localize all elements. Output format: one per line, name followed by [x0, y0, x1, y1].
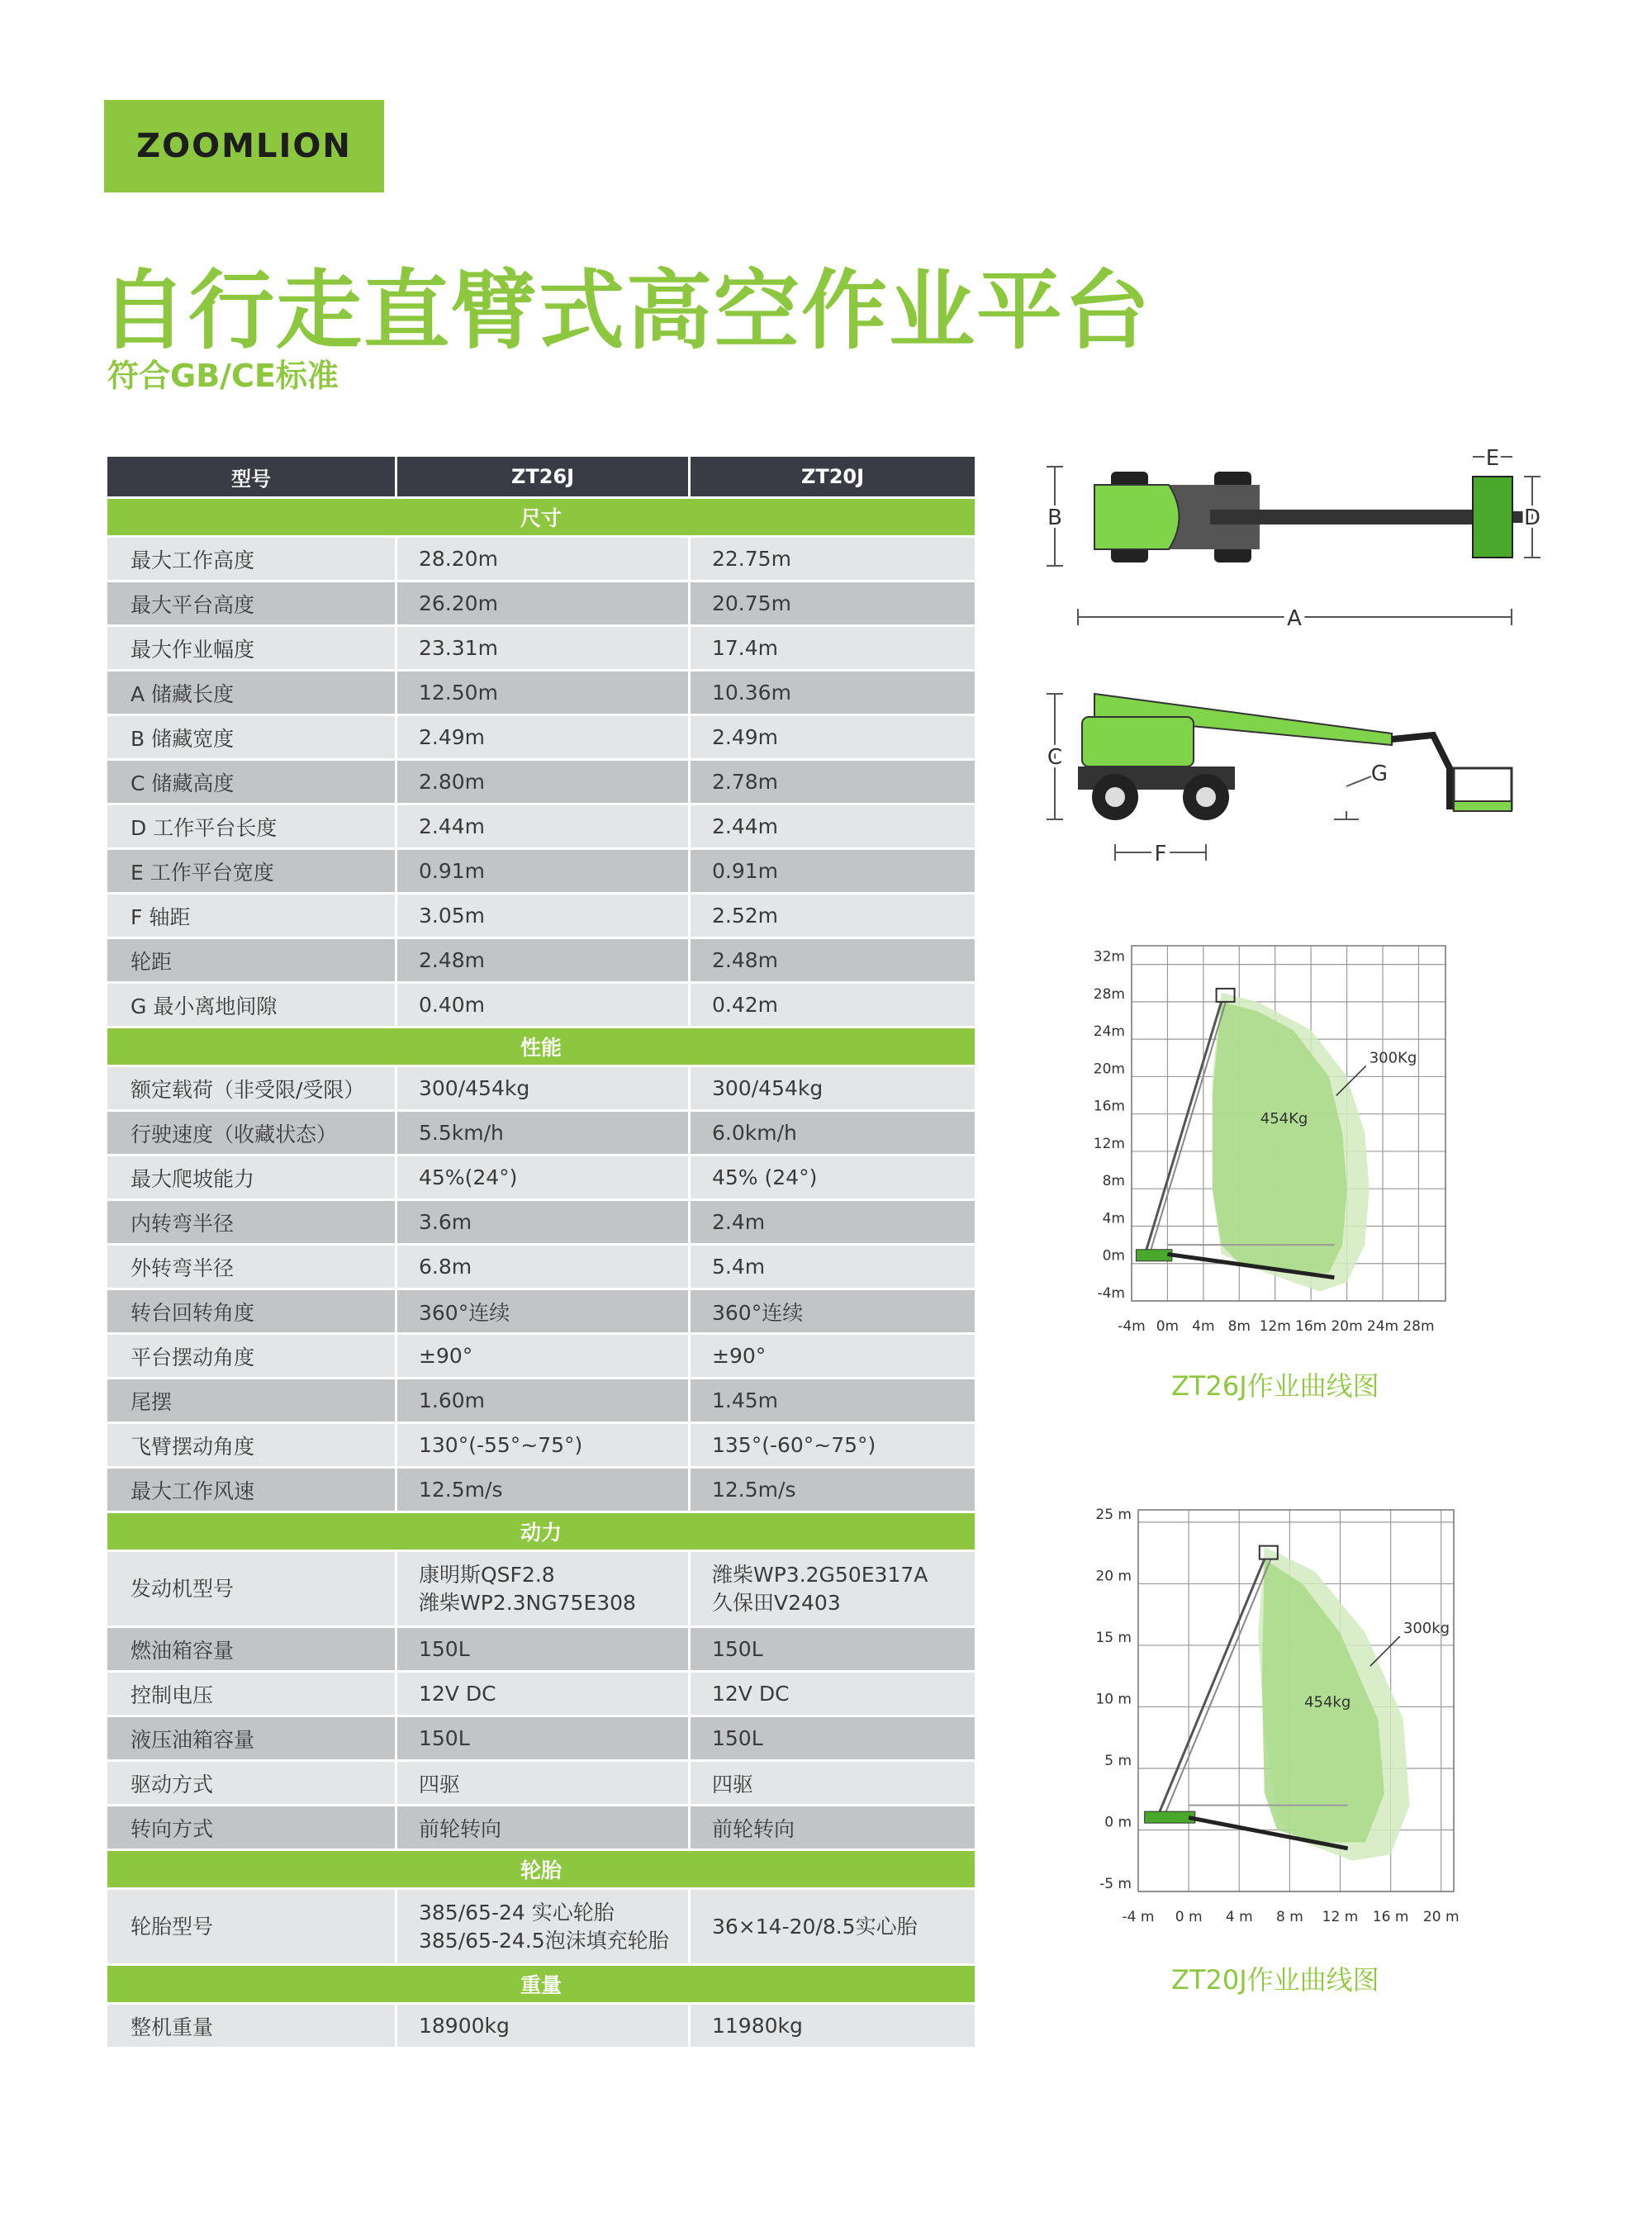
spec-label: A 储藏长度	[107, 672, 395, 714]
table-row	[107, 1246, 975, 1288]
x-tick-label: 4 m	[1225, 1909, 1253, 1925]
zt26j-chart-caption: ZT26J作业曲线图	[1171, 1370, 1379, 1402]
zt20j-value: 300/454kg	[691, 1067, 975, 1109]
spec-label: 最大平台高度	[107, 582, 395, 624]
spec-label: 最大工作风速	[107, 1469, 395, 1511]
zt20j-value: 10.36m	[691, 672, 975, 714]
spec-label: 燃油箱容量	[107, 1628, 395, 1670]
spec-label: 液压油箱容量	[107, 1717, 395, 1759]
spec-label: 控制电压	[107, 1673, 395, 1715]
zt20j-value: 2.48m	[691, 939, 975, 981]
zt26j-value: 300/454kg	[397, 1067, 688, 1109]
series-label: 300kg	[1403, 1620, 1450, 1638]
x-tick-label: 20m	[1331, 1318, 1363, 1335]
table-row	[107, 895, 975, 937]
x-tick-label: 8m	[1227, 1318, 1251, 1335]
zt20j-value: 12V DC	[691, 1673, 975, 1715]
zt20j-value: ±90°	[691, 1335, 975, 1377]
spec-label: 额定载荷（非受限/受限）	[107, 1067, 395, 1109]
y-tick-label: 12m	[1093, 1135, 1125, 1152]
spec-label: 驱动方式	[107, 1762, 395, 1804]
zt26j-value: 0.40m	[397, 984, 688, 1026]
header-zt20j: ZT20J	[691, 457, 975, 496]
table-row	[107, 1067, 975, 1109]
zt26j-value: ±90°	[397, 1335, 688, 1377]
zt26j-value: 2.80m	[397, 761, 688, 803]
dim-d-label: D	[1523, 505, 1541, 530]
zt26j-value: 130°(-55°~75°)	[397, 1424, 688, 1466]
top-view-diagram	[1045, 442, 1549, 632]
table-row	[107, 627, 975, 669]
table-row	[107, 1156, 975, 1198]
x-tick-label: 12m	[1259, 1318, 1291, 1335]
x-tick-label: 24m	[1366, 1318, 1399, 1335]
spec-label: 尾摆	[107, 1379, 395, 1422]
section-header: 轮胎	[107, 1851, 975, 1887]
dim-f-label: F	[1154, 842, 1167, 866]
y-tick-label: 32m	[1093, 948, 1125, 966]
table-row	[107, 672, 975, 714]
zt26j-value: 12.50m	[397, 672, 688, 714]
zt20j-value: 0.42m	[691, 984, 975, 1026]
zt20j-value: 2.52m	[691, 895, 975, 937]
zt20j-value: 5.4m	[691, 1246, 975, 1288]
table-row	[107, 1424, 975, 1466]
y-tick-label: 28m	[1093, 985, 1125, 1003]
table-row	[107, 538, 975, 580]
table-row	[107, 805, 975, 847]
zt26j-value: 45%(24°)	[397, 1156, 688, 1198]
y-tick-label: 8m	[1102, 1173, 1125, 1190]
series-area-454Kg	[1213, 1002, 1347, 1273]
spec-label: G 最小离地间隙	[107, 984, 395, 1026]
brand-name: ZOOMLION	[136, 127, 352, 165]
table-row	[107, 716, 975, 758]
y-tick-label: -4m	[1097, 1285, 1125, 1302]
table-row	[107, 1628, 975, 1670]
table-row	[107, 582, 975, 624]
zt20j-value: 17.4m	[691, 627, 975, 669]
zt26j-value: 1.60m	[397, 1379, 688, 1422]
table-header	[107, 457, 975, 496]
zt26j-value: 四驱	[397, 1762, 688, 1804]
series-label: 454Kg	[1260, 1110, 1308, 1127]
zt26j-working-range-chart	[1074, 929, 1487, 1350]
x-tick-label: 0 m	[1175, 1909, 1203, 1925]
zt20j-value: 36×14-20/8.5实心胎	[691, 1890, 975, 1963]
y-tick-label: 20 m	[1095, 1568, 1132, 1585]
dim-c-label: C	[1047, 745, 1063, 770]
zt20j-value: 0.91m	[691, 850, 975, 892]
table-row	[107, 939, 975, 981]
dim-b-label: B	[1047, 505, 1062, 530]
table-row	[107, 761, 975, 803]
header-zt26j: ZT26J	[397, 457, 688, 496]
spec-label: 最大作业幅度	[107, 627, 395, 669]
x-tick-label: -4 m	[1122, 1909, 1155, 1925]
dim-a-label: A	[1287, 606, 1302, 631]
y-tick-label: 4m	[1102, 1210, 1125, 1227]
table-row	[107, 1379, 975, 1422]
dim-g-label: G	[1370, 762, 1389, 786]
section-header: 动力	[107, 1513, 975, 1550]
spec-label: C 储藏高度	[107, 761, 395, 803]
y-tick-label: 16m	[1093, 1098, 1125, 1115]
zt26j-value: 12.5m/s	[397, 1469, 688, 1511]
x-tick-label: 28m	[1403, 1318, 1435, 1335]
x-tick-label: 12 m	[1322, 1909, 1359, 1925]
zt20j-value: 150L	[691, 1628, 975, 1670]
x-tick-label: 16 m	[1372, 1909, 1409, 1925]
x-tick-label: 8 m	[1275, 1909, 1303, 1925]
y-tick-label: 24m	[1093, 1023, 1125, 1041]
spec-label: 轮距	[107, 939, 395, 981]
spec-label: E 工作平台宽度	[107, 850, 395, 892]
spec-label: 转台回转角度	[107, 1290, 395, 1332]
table-row	[107, 850, 975, 892]
section-header: 尺寸	[107, 499, 975, 535]
table-row	[107, 1806, 975, 1849]
section-header: 性能	[107, 1028, 975, 1065]
series-label: 454kg	[1304, 1693, 1351, 1711]
zt20j-value: 四驱	[691, 1762, 975, 1804]
zt20j-value: 前轮转向	[691, 1806, 975, 1849]
brand-logo	[104, 100, 384, 192]
zt26j-value: 385/65-24 实心轮胎 385/65-24.5泡沫填充轮胎	[397, 1890, 688, 1963]
table-row	[107, 2005, 975, 2047]
page-subtitle: 符合GB/CE标准	[107, 358, 339, 394]
zt20j-value: 135°(-60°~75°)	[691, 1424, 975, 1466]
y-tick-label: 20m	[1093, 1061, 1125, 1078]
zt26j-value: 360°连续	[397, 1290, 688, 1332]
zt20j-value: 2.44m	[691, 805, 975, 847]
table-row	[107, 1762, 975, 1804]
zt26j-value: 26.20m	[397, 582, 688, 624]
zt26j-value: 康明斯QSF2.8 潍柴WP2.3NG75E308	[397, 1552, 688, 1626]
x-tick-label: -4m	[1118, 1318, 1146, 1335]
y-tick-label: 0m	[1102, 1247, 1125, 1265]
table-row	[107, 1201, 975, 1243]
spec-label: 外转弯半径	[107, 1246, 395, 1288]
page-title: 自行走直臂式高空作业平台	[101, 260, 1152, 361]
spec-label: 轮胎型号	[107, 1890, 395, 1963]
spec-label: 整机重量	[107, 2005, 395, 2047]
y-tick-label: 5 m	[1104, 1752, 1132, 1769]
y-tick-label: -5 m	[1099, 1876, 1132, 1892]
zt20j-chart-caption: ZT20J作业曲线图	[1171, 1964, 1379, 1996]
x-tick-label: 16m	[1295, 1318, 1327, 1335]
spec-label: 飞臂摆动角度	[107, 1424, 395, 1466]
zt20j-value: 22.75m	[691, 538, 975, 580]
zt20j-value: 2.78m	[691, 761, 975, 803]
zt26j-value: 150L	[397, 1628, 688, 1670]
table-row	[107, 1469, 975, 1511]
x-tick-label: 4m	[1192, 1318, 1215, 1335]
table-row	[107, 1552, 975, 1626]
spec-label: F 轴距	[107, 895, 395, 937]
spec-label: 发动机型号	[107, 1552, 395, 1626]
zt20j-value: 11980kg	[691, 2005, 975, 2047]
spec-table	[107, 457, 975, 2047]
zt20j-value: 6.0km/h	[691, 1112, 975, 1154]
zt20j-value: 45% (24°)	[691, 1156, 975, 1198]
zt26j-value: 2.49m	[397, 716, 688, 758]
table-row	[107, 1717, 975, 1759]
zt26j-value: 2.44m	[397, 805, 688, 847]
zt20j-working-range-chart	[1074, 1495, 1495, 1941]
x-tick-label: 20 m	[1422, 1909, 1460, 1925]
zt26j-value: 3.05m	[397, 895, 688, 937]
table-row	[107, 984, 975, 1026]
table-row	[107, 1335, 975, 1377]
spec-label: 转向方式	[107, 1806, 395, 1849]
dim-e-label: E	[1485, 446, 1500, 471]
zt20j-value: 360°连续	[691, 1290, 975, 1332]
spec-label: 内转弯半径	[107, 1201, 395, 1243]
zt26j-value: 28.20m	[397, 538, 688, 580]
spec-label: 最大工作高度	[107, 538, 395, 580]
spec-label: 平台摆动角度	[107, 1335, 395, 1377]
zt26j-value: 18900kg	[397, 2005, 688, 2047]
zt26j-value: 2.48m	[397, 939, 688, 981]
zt20j-value: 1.45m	[691, 1379, 975, 1422]
zt26j-value: 23.31m	[397, 627, 688, 669]
zt26j-value: 3.6m	[397, 1201, 688, 1243]
zt20j-value: 潍柴WP3.2G50E317A 久保田V2403	[691, 1552, 975, 1626]
header-model: 型号	[107, 457, 395, 496]
x-tick-label: 0m	[1156, 1318, 1180, 1335]
zt26j-value: 12V DC	[397, 1673, 688, 1715]
y-tick-label: 15 m	[1095, 1629, 1132, 1646]
zt20j-value: 2.49m	[691, 716, 975, 758]
zt20j-value: 20.75m	[691, 582, 975, 624]
table-row	[107, 1673, 975, 1715]
side-view-diagram	[1045, 677, 1549, 867]
table-row	[107, 1290, 975, 1332]
table-row	[107, 1890, 975, 1963]
spec-label: D 工作平台长度	[107, 805, 395, 847]
spec-label: 最大爬坡能力	[107, 1156, 395, 1198]
series-label: 300Kg	[1369, 1049, 1417, 1067]
spec-label: 行驶速度（收藏状态）	[107, 1112, 395, 1154]
zt26j-value: 6.8m	[397, 1246, 688, 1288]
spec-label: B 储藏宽度	[107, 716, 395, 758]
y-tick-label: 0 m	[1104, 1814, 1132, 1831]
section-header: 重量	[107, 1966, 975, 2002]
zt26j-value: 5.5km/h	[397, 1112, 688, 1154]
y-tick-label: 25 m	[1095, 1506, 1132, 1523]
table-row	[107, 1112, 975, 1154]
zt20j-value: 12.5m/s	[691, 1469, 975, 1511]
zt26j-value: 前轮转向	[397, 1806, 688, 1849]
zt20j-value: 2.4m	[691, 1201, 975, 1243]
zt26j-value: 0.91m	[397, 850, 688, 892]
y-tick-label: 10 m	[1095, 1691, 1132, 1708]
zt26j-value: 150L	[397, 1717, 688, 1759]
zt20j-value: 150L	[691, 1717, 975, 1759]
